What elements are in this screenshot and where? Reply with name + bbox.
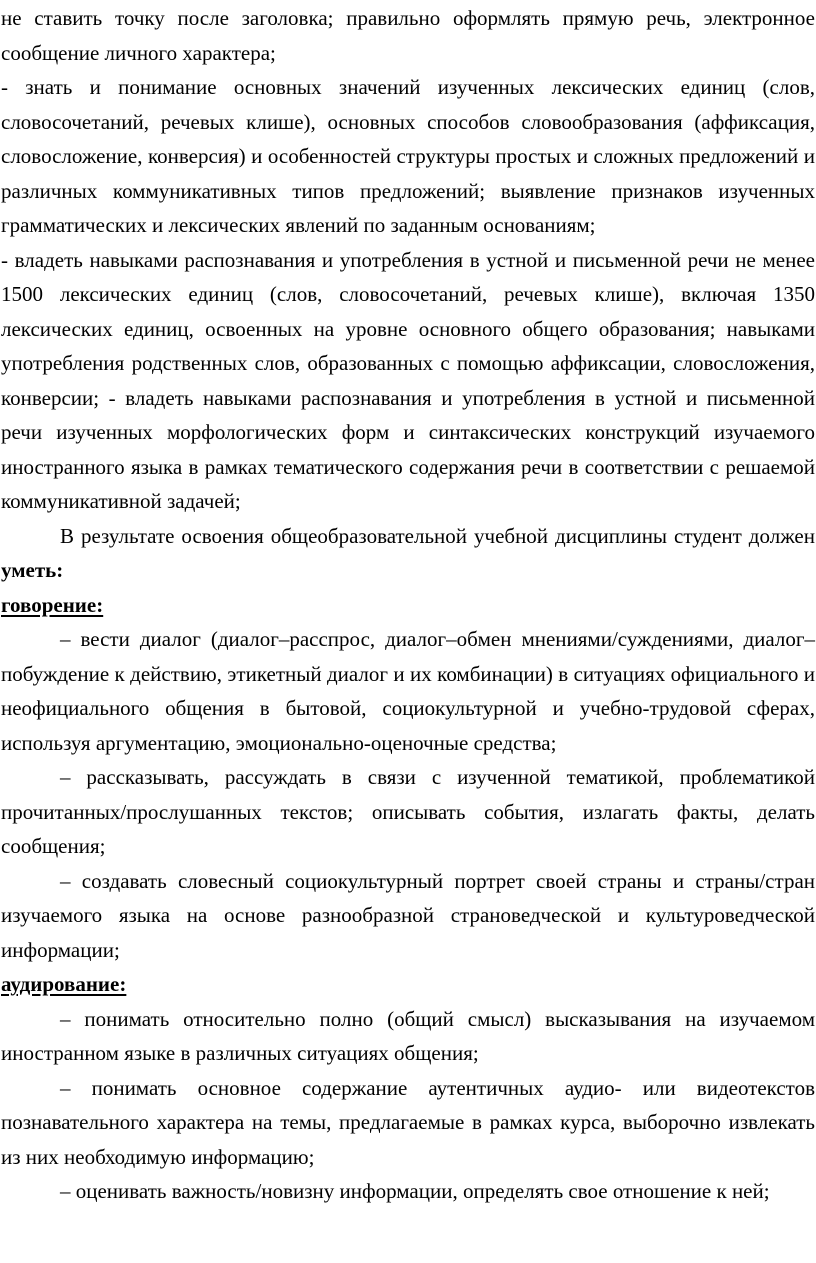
learning-outcome-text: В результате освоения общеобразовательной учебной дисциплины студент должен	[60, 523, 815, 548]
listening-item-understand-fully: – понимать относительно полно (общий смысл) высказывания на изучаемом иностранном языке в различных ситуациях общения;	[1, 1006, 815, 1065]
paragraph-learning-outcome	[1, 519, 815, 588]
listening-item-evaluate: – оценивать важность/новизну информации, определять свое отношение к ней;	[60, 1179, 770, 1203]
speaking-item-dialogue: – вести диалог (диалог–расспрос, диалог–обмен мнениями/суждениями, диалог–побуждение к действию, этикетный диалог и их комбинации) в ситуациях официального и неофициального общения в бытовой, социокультурной и учебно-трудовой сферах, используя аргументацию, эмоционально-оценочные средства;	[1, 627, 815, 755]
section-heading-speaking: говорение:	[1, 592, 104, 617]
speaking-item-portrait: – создавать словесный социокультурный портрет своей страны и страны/стран изучаемого языка на основе разнообразной страноведческой и культуроведческой информации;	[1, 868, 815, 962]
speaking-item-narrate: – рассказывать, рассуждать в связи с изученной тематикой, проблематикой прочитанных/прослушанных текстов; описывать события, излагать факты, делать сообщения;	[1, 765, 815, 858]
paragraph-formatting-rules: не ставить точку после заголовка; правильно оформлять прямую речь, электронное сообщение личного характера;	[1, 6, 815, 65]
paragraph-master-skills: - владеть навыками распознавания и употребления в устной и письменной речи не менее 1500 лексических единиц (слов, словосочетаний, речевых клише), включая 1350 лексических единиц, освоенных на уровне основного общего образования; навыками употребления родственных слов, образованных с помощью аффиксации, словосложения, конверсии; - владеть навыками распознавания и употребления в устной и письменной речи изученных морфологических форм и синтаксических конструкций изучаемого иностранного языка в рамках тематического содержания речи в соответствии с решаемой коммуникативной задачей;	[1, 247, 815, 513]
document-page	[0, 1, 816, 1263]
listening-item-main-content: – понимать основное содержание аутентичных аудио- или видеотекстов познавательного характера на темы, предлагаемые в рамках курса, выборочно извлекать из них необходимую информацию;	[1, 1075, 815, 1169]
learning-outcome-bold: уметь:	[1, 558, 64, 582]
section-heading-listening: аудирование:	[1, 972, 127, 996]
paragraph-know-lexical-units: - знать и понимание основных значений изученных лексических единиц (слов, словосочетаний, речевых клише), основных способов словообразования (аффиксация, словосложение, конверсия) и особенностей структуры простых и сложных предложений и различных коммуникативных типов предложений; выявление признаков изученных грамматических и лексических явлений по заданным основаниям;	[1, 75, 815, 237]
